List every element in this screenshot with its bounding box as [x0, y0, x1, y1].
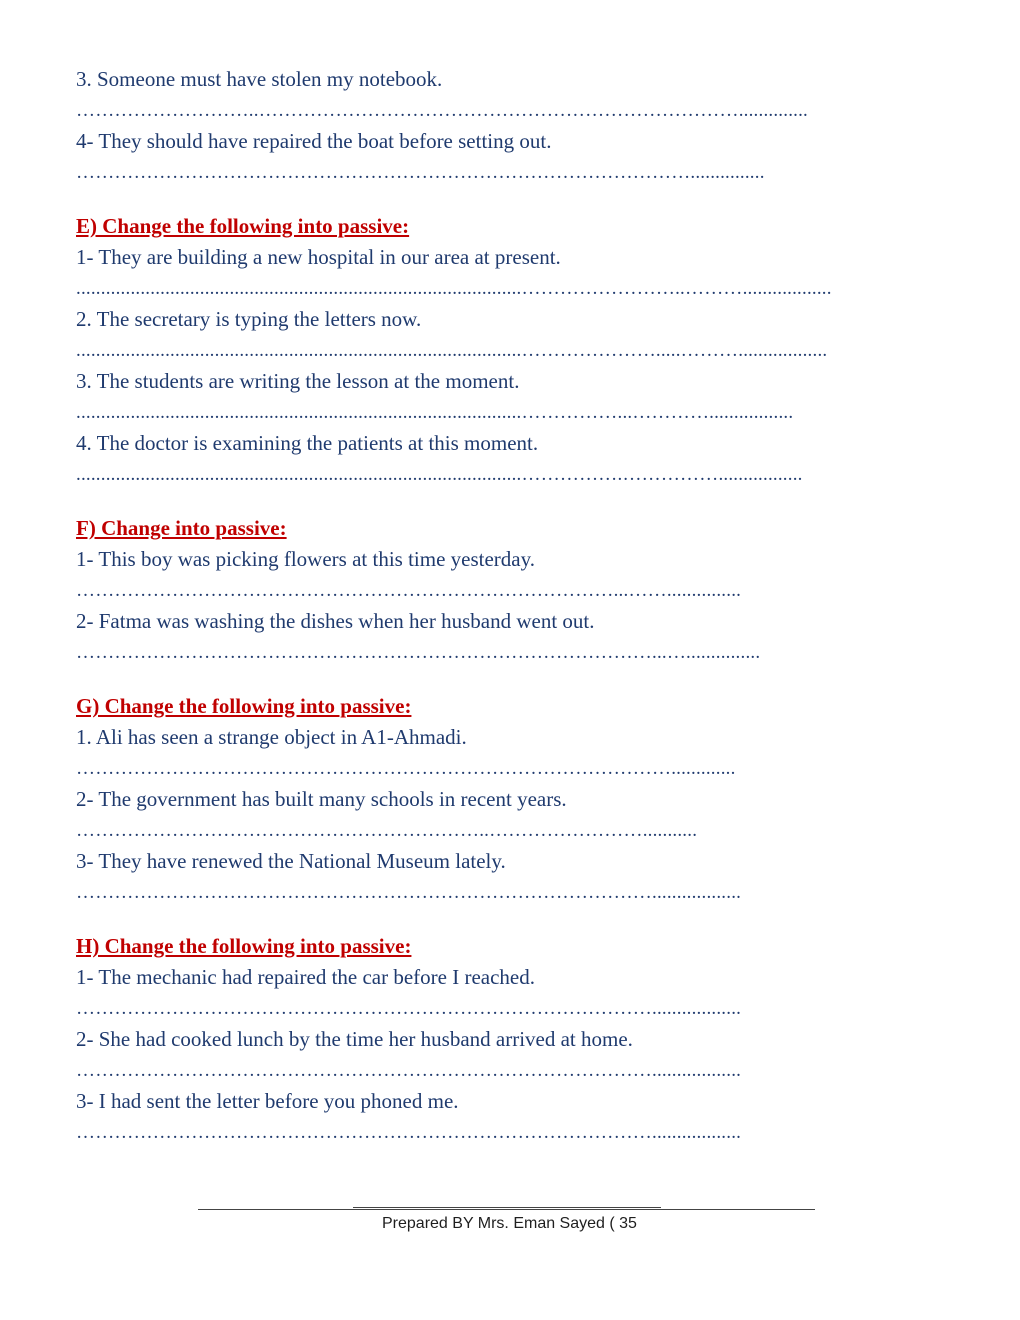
answer-line: ………………………………………………………………………………...…............... [76, 642, 761, 663]
answer-line: ..........................................................................................…………….……………................. [76, 464, 803, 485]
section-heading: H) Change the following into passive: [76, 934, 412, 958]
question-text: 2- Fatma was washing the dishes when her husband went out. [76, 609, 595, 633]
exercise-content [76, 64, 906, 1148]
question-text: 3- I had sent the letter before you phoned me. [76, 1089, 459, 1113]
question-text: 2- The government has built many schools in recent years. [76, 787, 567, 811]
answer-line: ……………………………………………………………………………….................. [76, 998, 742, 1019]
footer-divider-short [353, 1207, 661, 1208]
footer-divider [198, 1209, 815, 1210]
section-heading: F) Change into passive: [76, 516, 287, 540]
answer-line: …………………………………………………………………………………............. [76, 758, 736, 779]
question-text: 4- They should have repaired the boat before setting out. [76, 129, 552, 153]
question-text: 1- They are building a new hospital in our area at present. [76, 245, 561, 269]
question-text: 3. The students are writing the lesson at the moment. [76, 369, 520, 393]
question-text: 4. The doctor is examining the patients at this moment. [76, 431, 539, 455]
section-continued [76, 64, 906, 188]
page-footer: Prepared BY Mrs. Eman Sayed ( 35 [382, 1215, 637, 1232]
question-text: 1. Ali has seen a strange object in A1-Ahmadi. [76, 725, 467, 749]
question-text: 2. The secretary is typing the letters now. [76, 307, 422, 331]
answer-line: ..........................................................................................……………………..……….................. [76, 278, 832, 299]
answer-line: ……………………………………………………………………………….................. [76, 1060, 742, 1081]
section-heading: E) Change the following into passive: [76, 214, 410, 238]
section-h [76, 931, 906, 1148]
question-text: 2- She had cooked lunch by the time her husband arrived at home. [76, 1027, 633, 1051]
answer-line: ..........................................................................................………………….....……….................. [76, 340, 828, 361]
section-g [76, 691, 906, 908]
section-f [76, 513, 906, 668]
section-heading: G) Change the following into passive: [76, 694, 412, 718]
answer-line: ……………………………………………………………………………………............... [76, 162, 765, 183]
question-text: 1- The mechanic had repaired the car before I reached. [76, 965, 536, 989]
answer-line: ………………………………………………………..……………………........... [76, 820, 698, 841]
answer-line: …………………………………………………………………………...……............... [76, 580, 742, 601]
answer-line: ……………………………………………………………………………….................. [76, 882, 742, 903]
question-text: 3. Someone must have stolen my notebook. [76, 67, 443, 91]
answer-line: ………………………..………………………………………………………………….............. [76, 100, 808, 121]
question-text: 3- They have renewed the National Museum lately. [76, 849, 506, 873]
answer-line: ……………………………………………………………………………….................. [76, 1122, 742, 1143]
answer-line: ..........................................................................................……………...…………................. [76, 402, 794, 423]
section-e [76, 211, 906, 490]
question-text: 1- This boy was picking flowers at this time yesterday. [76, 547, 535, 571]
